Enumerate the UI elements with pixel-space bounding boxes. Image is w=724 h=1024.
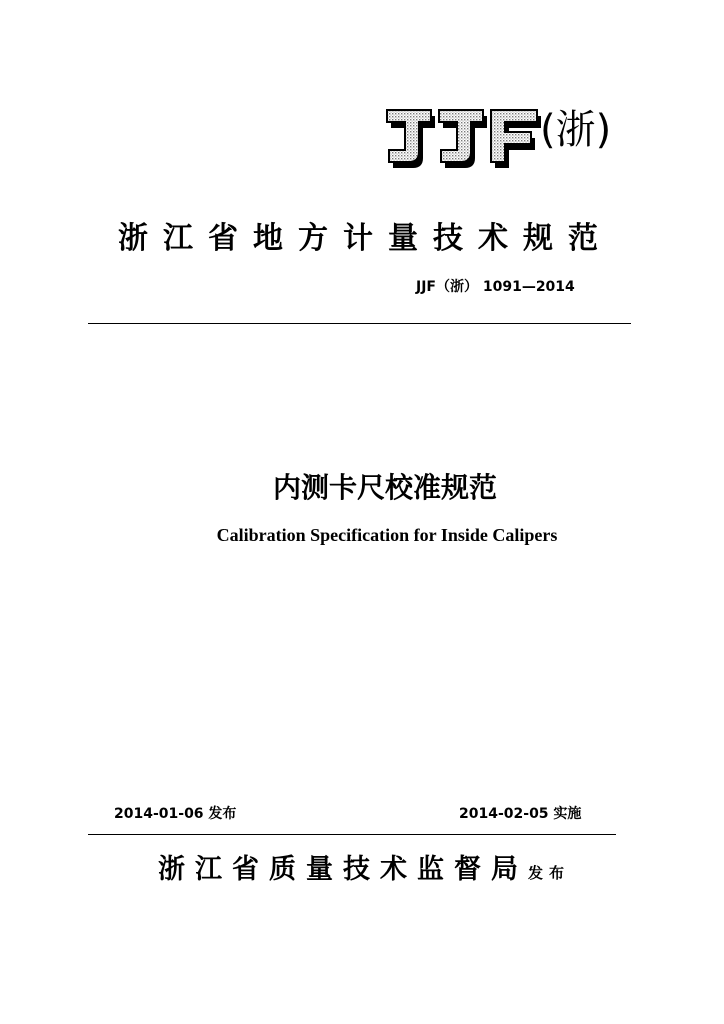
issuer-line: [158, 850, 570, 893]
jjf-logo: [383, 104, 543, 170]
standard-series-title: 浙江省地方计量技术规范: [118, 221, 613, 256]
jjf-logo-graphic: [383, 104, 543, 170]
logo-province-suffix: (浙): [540, 107, 612, 153]
document-title: 内测卡尺校准规范: [272, 471, 497, 504]
document-title-english: Calibration Specification for Inside Calipers: [216, 525, 558, 545]
effective-date: 2014-02-05 实施: [459, 806, 582, 822]
issuer-name: 浙江省质量技术监督局: [158, 854, 528, 885]
issuer-suffix: 发布: [528, 864, 571, 882]
standard-code: JJF（浙） 1091—2014: [416, 279, 575, 295]
footer-divider: [88, 834, 616, 835]
issue-date: 2014-01-06 发布: [114, 806, 237, 822]
header-divider: [88, 323, 631, 324]
